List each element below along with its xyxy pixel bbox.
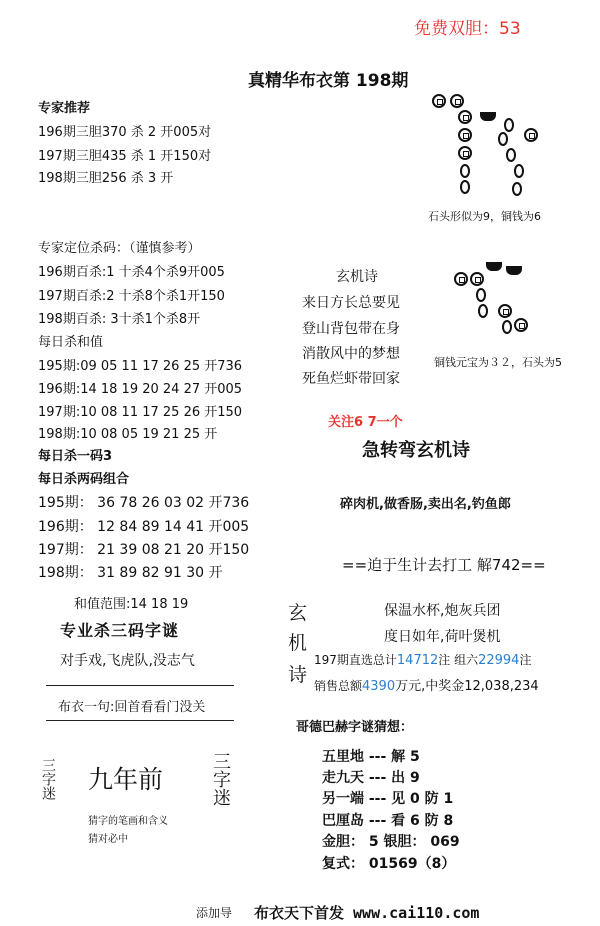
two-code-line: 197期： 21 39 08 21 20 开150 (38, 542, 250, 558)
coin-icon (458, 110, 472, 124)
sum-values-line: 195期:09 05 11 17 26 25 开736 (38, 359, 243, 374)
coin-icon (458, 128, 472, 142)
xuanji-side-line: 度日如年,荷叶煲机 (384, 629, 501, 645)
expert-line: 197期三胆435 杀 1 开150对 (38, 149, 212, 164)
xuanji-poem-line: 登山背包带在身 (302, 321, 400, 337)
divider (46, 685, 234, 686)
sales-line-2 (314, 675, 539, 694)
stone-icon (498, 132, 508, 146)
two-code-line: 196期： 12 84 89 14 41 开005 (38, 519, 250, 535)
kill-three-title: 专业杀三码字谜 (60, 621, 180, 640)
goethe-line: 复式： 01569（8） (322, 856, 456, 872)
goethe-line: 巴厘岛 --- 看 6 防 8 (322, 813, 454, 829)
coin-icon (458, 146, 472, 160)
xuanji-poem-line: 来日方长总要见 (302, 295, 400, 311)
coin-icon (470, 272, 484, 286)
sales-line-1 (314, 651, 531, 668)
kill-one-heading: 每日杀一码3 (38, 449, 113, 464)
stone-icon (504, 118, 514, 132)
stone-icon (502, 320, 512, 334)
group-six-total: 22994 (478, 653, 520, 668)
position-kill-heading: 专家定位杀码：（谨慎参考） (38, 241, 201, 256)
footer-site: 布衣天下首发 www.cai110.com (254, 904, 480, 922)
divider (46, 720, 234, 721)
sum-range: 和值范围:14 18 19 (74, 597, 189, 612)
two-code-line: 198期： 31 89 82 91 30 开 (38, 565, 223, 581)
follow-title: 急转弯玄机诗 (362, 440, 470, 461)
ingot-icon (486, 262, 502, 271)
xuanji-side-line: 保温水杯,炮灰兵团 (384, 603, 501, 619)
coin-icon (498, 304, 512, 318)
sum-values-line: 197期:10 08 11 17 25 26 开150 (38, 405, 243, 420)
banner-text: ==迫于生计去打工 解742== (342, 556, 546, 574)
sales-label: 注 (519, 653, 532, 667)
direct-total: 14712 (396, 653, 439, 668)
expert-heading: 专家推荐 (38, 101, 91, 116)
riddle-right-label: 三字迷 (210, 752, 231, 806)
coin-icon (432, 94, 446, 108)
picture-caption-2: 铜钱元宝为３２，石头为5 (434, 356, 562, 369)
xuanji-side-char: 诗 (288, 664, 308, 686)
stone-icon (506, 148, 516, 162)
sum-values-heading: 每日杀和值 (38, 335, 104, 350)
buyi-saying: 布衣一句:回首看看门没关 (58, 700, 206, 715)
stone-icon (476, 288, 486, 302)
stone-icon (512, 182, 522, 196)
riddle-hint: 猜对必中 (88, 834, 128, 845)
two-code-line: 195期： 36 78 26 03 02 开736 (38, 495, 250, 511)
stone-icon (460, 164, 470, 178)
coin-icon (454, 272, 468, 286)
page-title: 真精华布衣第 198期 (248, 71, 409, 91)
ingot-icon (480, 112, 496, 121)
picture-caption-1: 石头形似为9，铜钱为6 (428, 210, 541, 223)
coin-icon (524, 128, 538, 142)
sales-label: 万元,中奖金12,038,234 (395, 679, 539, 694)
xuanji-side-char: 机 (288, 632, 308, 654)
expert-line: 198期三胆256 杀 3 开 (38, 171, 174, 186)
picture-riddle-middle (448, 258, 558, 338)
goethe-line: 五里地 --- 解 5 (322, 749, 420, 765)
position-kill-line: 196期百杀:1 十杀4个杀9开005 (38, 265, 225, 280)
sales-label: 197期直选总计 (314, 653, 397, 667)
sum-values-line: 196期:14 18 19 20 24 27 开005 (38, 382, 243, 397)
stone-icon (478, 304, 488, 318)
follow-note: 关注6 7一个 (328, 415, 403, 430)
goethe-line: 走九天 --- 出 9 (322, 770, 420, 786)
xuanji-poem-line: 消散风中的梦想 (302, 346, 400, 362)
two-code-heading: 每日杀两码组合 (38, 472, 130, 487)
riddle-left-label: 三字迷 (40, 758, 56, 800)
sales-total: 4390 (362, 679, 396, 694)
position-kill-line: 198期百杀: 3十杀1个杀8开 (38, 312, 201, 327)
goethe-heading: 哥德巴赫字谜猜想： (296, 720, 414, 735)
coin-icon (450, 94, 464, 108)
goethe-line: 另一端 --- 见 0 防 1 (322, 791, 454, 807)
coin-icon (514, 318, 528, 332)
sum-values-line: 198期:10 08 05 19 21 25 开 (38, 427, 218, 442)
position-kill-line: 197期百杀:2 十杀8个杀1开150 (38, 289, 225, 304)
sales-label: 销售总额 (314, 679, 363, 693)
expert-line: 196期三胆370 杀 2 开005对 (38, 125, 212, 140)
sales-label: 注 组六 (438, 653, 479, 667)
ingot-icon (506, 266, 522, 275)
xuanji-poem-line: 死鱼烂虾带回家 (302, 371, 400, 387)
goethe-line: 金胆： 5 银胆： 069 (322, 834, 460, 850)
riddle-main: 九年前 (88, 765, 164, 794)
xuanji-poem-title: 玄机诗 (336, 269, 378, 285)
follow-riddle: 碎肉机,做香肠,卖出名,钓鱼郎 (340, 497, 511, 512)
riddle-hint: 猜字的笔画和含义 (88, 816, 168, 827)
stone-icon (514, 164, 524, 178)
picture-riddle-top (424, 92, 574, 204)
kill-three-text: 对手戏,飞虎队,没志气 (60, 653, 195, 669)
stone-icon (460, 180, 470, 194)
free-pair-text: 免费双胆：53 (414, 19, 521, 39)
xuanji-side-char: 玄 (288, 602, 308, 624)
footer-add: 添加导 (196, 906, 233, 920)
